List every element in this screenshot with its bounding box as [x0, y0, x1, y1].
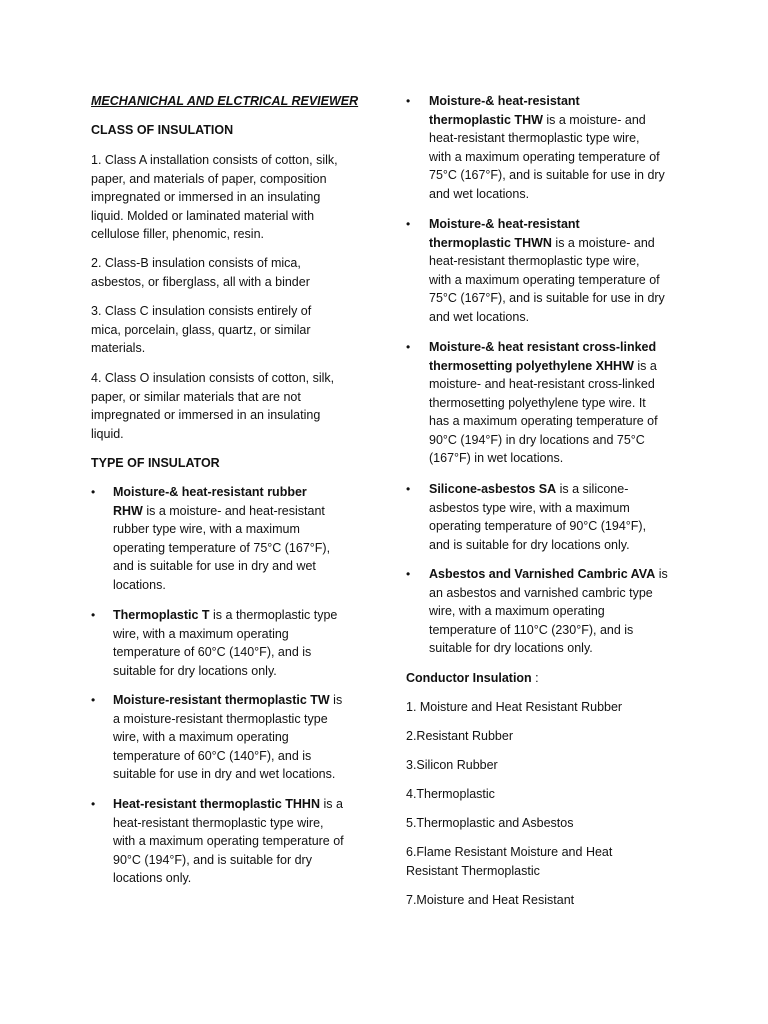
tw-line: temperature of 60°C (140°F), and is	[113, 748, 312, 763]
tw-text: is	[329, 693, 343, 707]
conductor-item: Resistant Thermoplastic	[406, 863, 540, 878]
t-line: wire, with a maximum operating	[113, 626, 289, 641]
conductor-item: 1. Moisture and Heat Resistant Rubber	[406, 700, 623, 714]
class-o-line: 4. Class O insulation consists of cotton, silk,	[91, 371, 335, 385]
thhn-text: is a	[320, 797, 343, 811]
tw-line: a moisture-resistant thermoplastic type	[113, 711, 328, 726]
ava-line: an asbestos and varnished cambric type	[429, 585, 653, 600]
sa-title: Silicone-asbestos SA	[429, 482, 557, 496]
class-o-line: paper, or similar materials that are not	[91, 389, 301, 404]
rhw-line	[113, 502, 325, 520]
thhn-line: 90°C (194°F), and is suitable for dry	[113, 852, 312, 867]
bullet-marker: •	[91, 485, 96, 499]
thwn-line	[429, 234, 655, 252]
class-a-line: impregnated or immersed in an insulating	[91, 190, 321, 204]
conductor-item: 5.Thermoplastic and Asbestos	[406, 816, 574, 830]
thwn-line: with a maximum operating temperature of	[429, 272, 660, 287]
rhw-title: Moisture-& heat-resistant rubber	[113, 485, 307, 499]
sa-line: operating temperature of 90°C (194°F),	[429, 519, 647, 533]
t-line: temperature of 60°C (140°F), and is	[113, 645, 312, 659]
t-title: Thermoplastic T	[113, 608, 210, 622]
class-a-line: liquid. Molded or laminated material with	[91, 208, 315, 223]
thw-code: thermoplastic THW	[429, 112, 543, 127]
thwn-code: thermoplastic THWN	[429, 235, 552, 250]
thwn-line: 75°C (167°F), and is suitable for use in dry	[429, 291, 665, 305]
rhw-line: locations.	[113, 577, 166, 592]
thw-line: heat-resistant thermoplastic type wire,	[429, 131, 640, 145]
ava-line: temperature of 110°C (230°F), and is	[429, 622, 634, 637]
thhn-line: with a maximum operating temperature of	[113, 834, 344, 848]
document-title: MECHANICHAL AND ELCTRICAL REVIEWER	[91, 94, 359, 108]
thw-line: 75°C (167°F), and is suitable for use in dry	[429, 168, 665, 182]
sa-text: is a silicone-	[556, 482, 629, 496]
conductor-item: 3.Silicon Rubber	[406, 758, 498, 772]
class-b-line: 2. Class-B insulation consists of mica,	[91, 256, 301, 270]
conductor-colon: :	[531, 671, 539, 685]
thwn-line: and wet locations.	[429, 309, 530, 324]
conductor-item: 2.Resistant Rubber	[406, 729, 514, 743]
xhhw-code: thermosetting polyethylene XHHW	[429, 358, 634, 373]
xhhw-line: (167°F) in wet locations.	[429, 451, 564, 465]
xhhw-line: thermosetting polyethylene type wire. It	[429, 395, 646, 410]
class-c-line: 3. Class C insulation consists entirely of	[91, 304, 312, 318]
sa-line	[429, 480, 628, 498]
class-a-line: 1. Class A installation consists of cotton, silk,	[91, 153, 338, 167]
class-a-line: paper, and materials of paper, composition	[91, 171, 327, 186]
rhw-text: is a moisture- and heat-resistant	[142, 503, 325, 518]
thhn-line: locations only.	[113, 871, 192, 885]
bullet-marker: •	[91, 797, 96, 811]
bullet-marker: •	[91, 693, 96, 707]
ava-text: is	[655, 567, 668, 581]
tw-line: suitable for use in dry and wet locations.	[113, 767, 336, 781]
tw-line	[113, 691, 342, 709]
class-heading: CLASS OF INSULATION	[91, 123, 234, 137]
thw-text: is a moisture- and	[542, 112, 646, 127]
thwn-title: Moisture-& heat-resistant	[429, 217, 580, 231]
type-heading: TYPE OF INSULATOR	[91, 456, 220, 470]
thw-line	[429, 111, 646, 129]
bullet-marker: •	[406, 217, 411, 231]
class-a-line: cellulose filler, phenomic, resin.	[91, 227, 264, 241]
thw-line: with a maximum operating temperature of	[429, 149, 660, 164]
bullet-marker: •	[406, 340, 411, 354]
ava-line	[429, 565, 668, 583]
tw-title: Moisture-resistant thermoplastic TW	[113, 693, 330, 707]
xhhw-line: moisture- and heat-resistant cross-linked	[429, 377, 655, 391]
ava-line: suitable for dry locations only.	[429, 641, 593, 655]
thw-line: and wet locations.	[429, 186, 530, 201]
ava-title: Asbestos and Varnished Cambric AVA	[429, 567, 656, 581]
thhn-title: Heat-resistant thermoplastic THHN	[113, 797, 320, 811]
rhw-line: rubber type wire, with a maximum	[113, 522, 300, 536]
bullet-marker: •	[406, 482, 411, 496]
conductor-item: 7.Moisture and Heat Resistant	[406, 893, 575, 907]
t-text: is a thermoplastic type	[209, 608, 338, 622]
class-b-line: asbestos, or fiberglass, all with a binder	[91, 274, 310, 289]
rhw-line: operating temperature of 75°C (167°F),	[113, 540, 331, 555]
rhw-line: and is suitable for use in dry and wet	[113, 559, 316, 573]
class-c-line: mica, porcelain, glass, quartz, or similar	[91, 322, 311, 337]
thhn-line	[113, 795, 343, 813]
conductor-heading-line	[406, 669, 539, 687]
ava-line: wire, with a maximum operating	[429, 604, 605, 618]
thwn-text: is a moisture- and	[551, 235, 655, 250]
class-o-line: impregnated or immersed in an insulating	[91, 408, 321, 422]
xhhw-line: has a maximum operating temperature of	[429, 414, 658, 428]
t-line	[113, 606, 337, 624]
t-line: suitable for dry locations only.	[113, 663, 277, 678]
rhw-code: RHW	[113, 503, 143, 518]
xhhw-text: is a	[633, 358, 657, 373]
xhhw-line	[429, 357, 657, 375]
xhhw-title: Moisture-& heat resistant cross-linked	[429, 340, 657, 354]
class-c-line: materials.	[91, 341, 146, 355]
conductor-heading: Conductor Insulation	[406, 671, 532, 685]
sa-line: and is suitable for dry locations only.	[429, 537, 630, 552]
bullet-marker: •	[406, 567, 411, 581]
thw-title: Moisture-& heat-resistant	[429, 94, 580, 108]
class-o-line: liquid.	[91, 426, 124, 441]
bullet-marker: •	[406, 94, 411, 108]
thwn-line: heat-resistant thermoplastic type wire,	[429, 254, 640, 268]
thhn-line: heat-resistant thermoplastic type wire,	[113, 815, 324, 830]
sa-line: asbestos type wire, with a maximum	[429, 500, 630, 515]
xhhw-line: 90°C (194°F) in dry locations and 75°C	[429, 432, 645, 447]
conductor-item: 6.Flame Resistant Moisture and Heat	[406, 845, 613, 859]
bullet-marker: •	[91, 608, 96, 622]
conductor-item: 4.Thermoplastic	[406, 787, 495, 801]
tw-line: wire, with a maximum operating	[113, 730, 289, 744]
